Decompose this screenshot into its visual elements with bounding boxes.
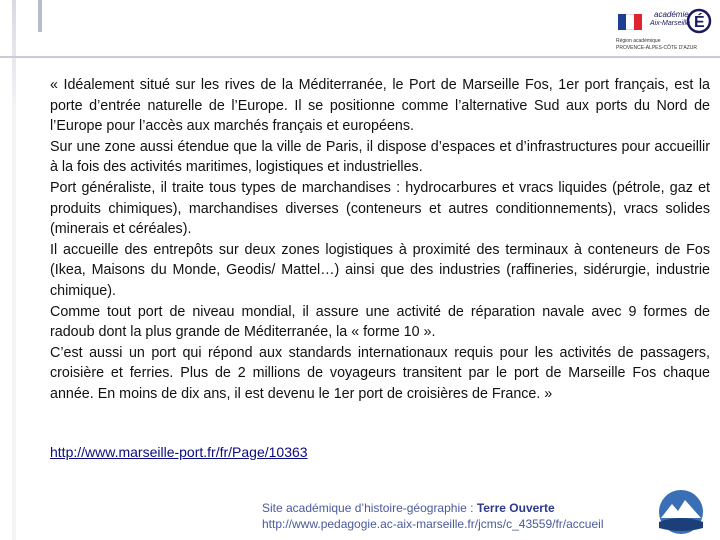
logo-region: Région académique (616, 38, 661, 44)
flag-white (626, 14, 634, 30)
footer-url[interactable]: http://www.pedagogie.ac-aix-marseille.fr/jcms/c_43559/fr/accueil (262, 517, 604, 531)
footer-site-prefix: Site académique d’histoire-géographie : (262, 501, 477, 515)
top-decorative-bar (38, 0, 42, 32)
quote-paragraph: C’est aussi un port qui répond aux standards internationaux requis pour les activités de passagers, croisière et ferries. Plus de 2 millions de voyageurs transitent par le port de Marseille Fos chaque année. En moins de dix ans, il est devenu le 1er port de croisières de France. » (50, 344, 710, 402)
quote-paragraph: Il accueille des entrepôts sur deux zones logistiques à proximité des terminaux à conteneurs de Fos (Ikea, Maisons du Monde, Geodis/ Mattel…) ainsi que des industries (raffineries, sidérurgie, industrie chimique). (50, 241, 710, 299)
flag-red (634, 14, 642, 30)
flag-blue (618, 14, 626, 30)
e-accent-icon (686, 4, 712, 34)
footer-site-name[interactable]: Terre Ouverte (476, 501, 555, 515)
footer (262, 500, 603, 532)
quote-paragraph: Comme tout port de niveau mondial, il assure une activité de réparation navale avec 9 formes de radoub dont la plus grande de Méditerranée, la « forme 10 ». (50, 303, 710, 341)
terre-ouverte-logo-icon (650, 484, 712, 536)
header-rule (0, 56, 720, 58)
republique-flag-icon (618, 14, 642, 30)
quote-paragraph: « Idéalement situé sur les rives de la Méditerranée, le Port de Marseille Fos, 1er port français, est la porte d’entrée naturelle de l’Europe. Il se positionne comme l’alternative Sud aux ports du Nord de l’Europe pour l’accès aux marchés français et européens. (50, 77, 710, 135)
left-decorative-rule (12, 0, 16, 540)
quote-paragraph: Sur une zone aussi étendue que la ville de Paris, il dispose d’espaces et d’infrastructures pour accueillir à la fois des activités maritimes, logistiques et industrielles. (50, 138, 710, 176)
source-link[interactable]: http://www.marseille-port.fr/fr/Page/10363 (50, 444, 308, 460)
quote-paragraph: Port généraliste, il traite tous types de marchandises : hydrocarbures et vracs liquides (pétrole, gaz et produits chimiques), marchandises diverses (conteneurs et autres conditionnements), vracs solides (minerais et céréales). (50, 179, 710, 238)
academie-logo (610, 4, 714, 54)
footer-site-line (262, 500, 603, 516)
logo-aix-marseille: Aix-Marseille (650, 20, 691, 27)
svg-text:É: É (694, 14, 705, 31)
quote-text (50, 75, 710, 405)
logo-region-name: PROVENCE-ALPES-CÔTE D'AZUR (616, 45, 697, 51)
logo-academie: académie (654, 10, 689, 19)
